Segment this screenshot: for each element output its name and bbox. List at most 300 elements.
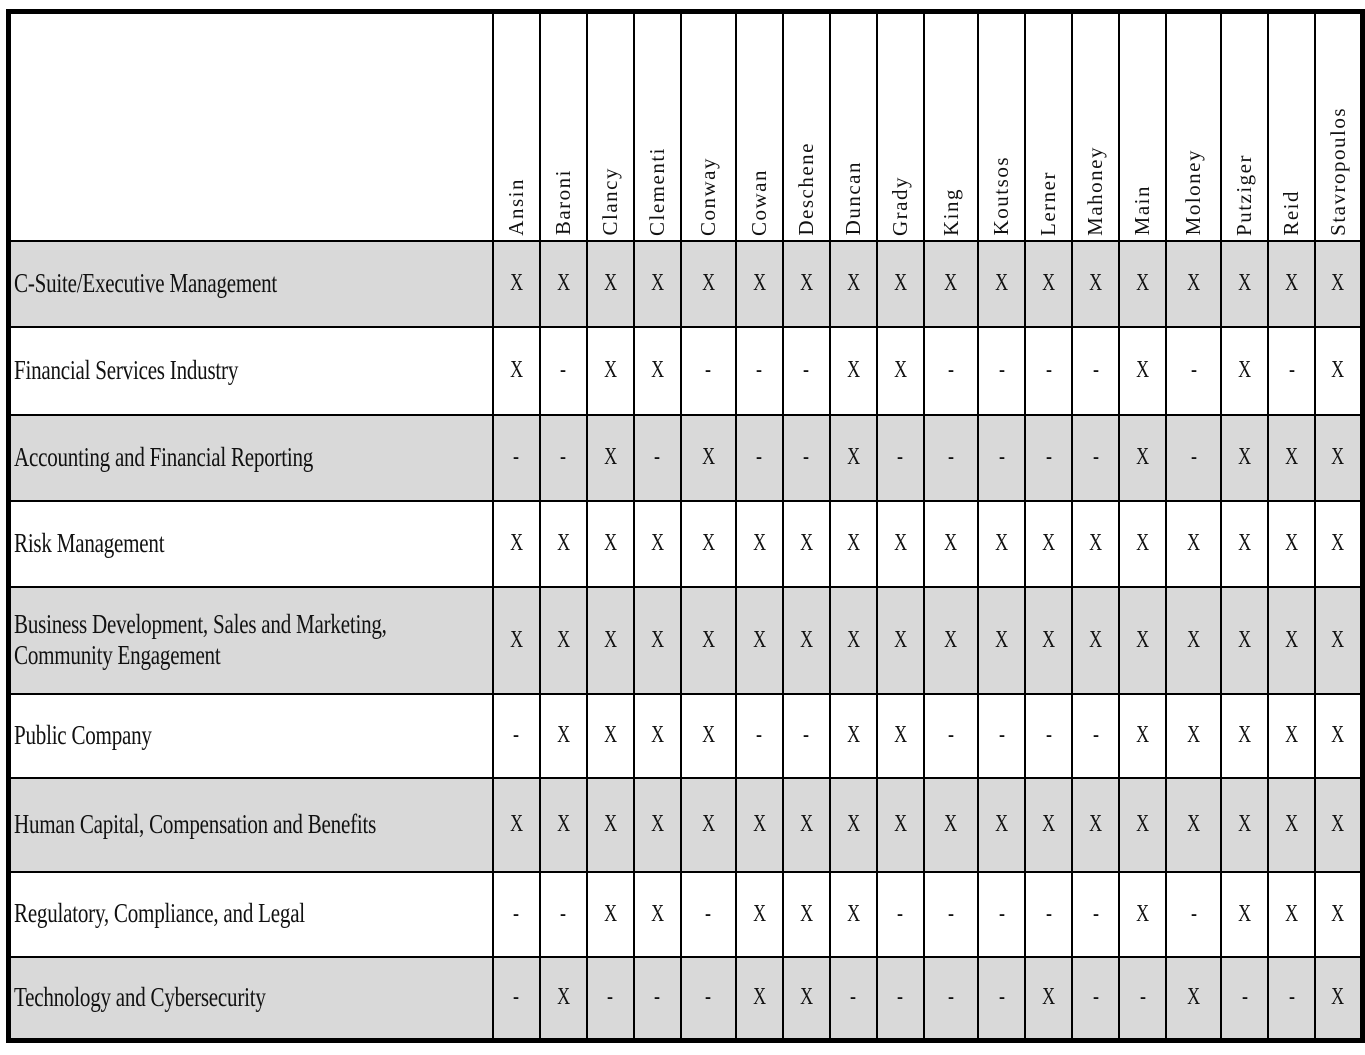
mark-cell	[1268, 872, 1315, 957]
mark-cell	[877, 778, 924, 872]
mark-cell	[1072, 415, 1119, 501]
skill-label: Human Capital, Compensation and Benefits	[14, 808, 377, 839]
table-row	[9, 587, 1363, 694]
skill-present-mark: X	[1238, 626, 1252, 653]
skill-present-mark: X	[1089, 270, 1103, 296]
mark-cell	[540, 241, 587, 327]
mark-cell	[783, 415, 830, 501]
table-row	[9, 241, 1363, 327]
mark-cell	[1315, 501, 1362, 587]
mark-cell	[1025, 415, 1072, 501]
mark-cell	[681, 778, 736, 872]
skill-absent-mark: -	[756, 444, 763, 470]
skill-present-mark: X	[1285, 444, 1299, 470]
skill-absent-mark: -	[756, 722, 763, 748]
skill-absent-mark: -	[803, 722, 810, 748]
director-header-conway	[681, 12, 736, 241]
mark-cell	[1072, 587, 1119, 694]
mark-cell	[1072, 957, 1119, 1041]
skill-present-mark: X	[1331, 357, 1345, 383]
mark-cell	[924, 415, 978, 501]
skill-present-mark: X	[799, 811, 813, 837]
mark-cell	[1268, 957, 1315, 1041]
mark-cell	[587, 694, 634, 778]
mark-cell	[1221, 872, 1268, 957]
skill-label: Risk Management	[14, 527, 165, 558]
director-name: Main	[1130, 185, 1155, 236]
skill-present-mark: X	[944, 811, 958, 837]
skill-absent-mark: -	[1045, 357, 1052, 383]
mark-cell	[634, 957, 681, 1041]
mark-cell	[783, 778, 830, 872]
skill-present-mark: X	[799, 900, 813, 927]
skill-absent-mark: -	[513, 444, 520, 470]
mark-cell	[634, 587, 681, 694]
skill-absent-mark: -	[1139, 984, 1146, 1011]
director-header-duncan	[830, 12, 877, 241]
skill-present-mark: X	[1042, 626, 1056, 653]
mark-cell	[1119, 778, 1166, 872]
mark-cell	[1221, 327, 1268, 415]
skill-present-mark: X	[556, 626, 570, 653]
mark-cell	[540, 778, 587, 872]
skill-present-mark: X	[846, 811, 860, 837]
skill-label-cell	[9, 957, 493, 1041]
skill-present-mark: X	[995, 626, 1009, 653]
mark-cell	[877, 957, 924, 1041]
mark-cell	[978, 415, 1025, 501]
skill-present-mark: X	[1331, 722, 1345, 748]
skill-present-mark: X	[1042, 984, 1056, 1011]
skill-present-mark: X	[995, 811, 1009, 837]
mark-cell	[634, 778, 681, 872]
skill-absent-mark: -	[850, 984, 857, 1011]
skill-absent-mark: -	[1092, 357, 1099, 383]
skill-present-mark: X	[1331, 530, 1345, 556]
mark-cell	[830, 778, 877, 872]
mark-cell	[736, 241, 783, 327]
skill-present-mark: X	[1285, 530, 1299, 556]
mark-cell	[1119, 872, 1166, 957]
skill-present-mark: X	[650, 811, 664, 837]
skill-present-mark: X	[603, 357, 617, 383]
mark-cell	[681, 957, 736, 1041]
mark-cell	[634, 694, 681, 778]
skill-present-mark: X	[701, 722, 715, 748]
director-header-main	[1119, 12, 1166, 241]
skill-present-mark: X	[944, 626, 958, 653]
skill-present-mark: X	[893, 722, 907, 748]
skill-present-mark: X	[701, 530, 715, 556]
mark-cell	[587, 957, 634, 1041]
skill-absent-mark: -	[1190, 444, 1197, 470]
mark-cell	[540, 694, 587, 778]
skill-present-mark: X	[603, 530, 617, 556]
skill-absent-mark: -	[654, 444, 661, 470]
director-header-grady	[877, 12, 924, 241]
skill-absent-mark: -	[1045, 900, 1052, 927]
mark-cell	[1119, 501, 1166, 587]
skill-present-mark: X	[893, 811, 907, 837]
skill-absent-mark: -	[560, 900, 567, 927]
director-header-clementi	[634, 12, 681, 241]
mark-cell	[1025, 957, 1072, 1041]
mark-cell	[978, 872, 1025, 957]
mark-cell	[830, 415, 877, 501]
mark-cell	[877, 501, 924, 587]
director-name: Lerner	[1036, 170, 1061, 236]
skill-absent-mark: -	[1092, 984, 1099, 1011]
mark-cell	[736, 778, 783, 872]
skill-present-mark: X	[1238, 357, 1252, 383]
skill-label: Financial Services Industry	[14, 354, 239, 385]
skill-present-mark: X	[1089, 626, 1103, 653]
mark-cell	[1268, 501, 1315, 587]
director-name: Moloney	[1181, 149, 1206, 236]
skill-present-mark: X	[603, 626, 617, 653]
mark-cell	[783, 957, 830, 1041]
mark-cell	[1025, 694, 1072, 778]
skill-present-mark: X	[1187, 530, 1201, 556]
skill-present-mark: X	[1187, 722, 1201, 748]
table-row	[9, 501, 1363, 587]
mark-cell	[681, 694, 736, 778]
mark-cell	[1221, 241, 1268, 327]
skill-absent-mark: -	[1092, 900, 1099, 927]
table-row	[9, 778, 1363, 872]
skill-present-mark: X	[893, 357, 907, 383]
skill-present-mark: X	[1238, 722, 1252, 748]
skill-present-mark: X	[995, 530, 1009, 556]
director-header-baroni	[540, 12, 587, 241]
skill-absent-mark: -	[948, 722, 954, 748]
skill-label-cell	[9, 872, 493, 957]
mark-cell	[1119, 587, 1166, 694]
mark-cell	[1268, 241, 1315, 327]
mark-cell	[1166, 327, 1221, 415]
skill-present-mark: X	[1187, 811, 1201, 837]
mark-cell	[1268, 694, 1315, 778]
mark-cell	[1119, 241, 1166, 327]
director-name: Clementi	[644, 146, 669, 236]
director-header-ansin	[493, 12, 540, 241]
skill-present-mark: X	[1042, 270, 1056, 296]
skill-present-mark: X	[752, 811, 766, 837]
mark-cell	[493, 778, 540, 872]
mark-cell	[1166, 415, 1221, 501]
mark-cell	[1025, 778, 1072, 872]
skill-present-mark: X	[1042, 811, 1056, 837]
skill-present-mark: X	[650, 530, 664, 556]
skill-present-mark: X	[701, 444, 715, 470]
skill-absent-mark: -	[1045, 722, 1052, 748]
mark-cell	[634, 327, 681, 415]
mark-cell	[681, 241, 736, 327]
mark-cell	[978, 694, 1025, 778]
skill-absent-mark: -	[1190, 900, 1197, 927]
skill-present-mark: X	[752, 626, 766, 653]
director-header-deschene	[783, 12, 830, 241]
skill-absent-mark: -	[513, 722, 520, 748]
header-corner-cell	[9, 12, 493, 241]
skill-present-mark: X	[1285, 626, 1299, 653]
skill-present-mark: X	[1238, 530, 1252, 556]
director-header-reid	[1268, 12, 1315, 241]
director-name: Baroni	[550, 169, 575, 236]
skill-present-mark: X	[1089, 811, 1103, 837]
director-name: Conway	[695, 156, 720, 236]
mark-cell	[877, 872, 924, 957]
skill-present-mark: X	[995, 270, 1009, 296]
mark-cell	[634, 241, 681, 327]
skill-present-mark: X	[1331, 811, 1345, 837]
mark-cell	[1221, 415, 1268, 501]
mark-cell	[1025, 872, 1072, 957]
mark-cell	[830, 587, 877, 694]
mark-cell	[1119, 957, 1166, 1041]
director-name: Deschene	[793, 141, 818, 236]
skill-absent-mark: -	[948, 984, 954, 1011]
mark-cell	[1166, 587, 1221, 694]
mark-cell	[587, 872, 634, 957]
mark-cell	[1072, 501, 1119, 587]
skill-present-mark: X	[1136, 626, 1150, 653]
mark-cell	[1166, 957, 1221, 1041]
mark-cell	[736, 694, 783, 778]
mark-cell	[493, 587, 540, 694]
skill-absent-mark: -	[1190, 357, 1197, 383]
skill-present-mark: X	[944, 530, 958, 556]
mark-cell	[1221, 501, 1268, 587]
mark-cell	[783, 694, 830, 778]
mark-cell	[493, 501, 540, 587]
mark-cell	[877, 694, 924, 778]
mark-cell	[681, 415, 736, 501]
skill-label-cell	[9, 415, 493, 501]
skill-absent-mark: -	[513, 900, 520, 927]
skill-present-mark: X	[650, 722, 664, 748]
skill-present-mark: X	[603, 811, 617, 837]
mark-cell	[830, 241, 877, 327]
mark-cell	[978, 327, 1025, 415]
skill-present-mark: X	[1136, 357, 1150, 383]
skill-label: Technology and Cybersecurity	[14, 982, 266, 1013]
skill-absent-mark: -	[654, 984, 661, 1011]
mark-cell	[830, 872, 877, 957]
skill-absent-mark: -	[948, 444, 954, 470]
skill-present-mark: X	[893, 270, 907, 296]
skill-present-mark: X	[752, 530, 766, 556]
mark-cell	[783, 872, 830, 957]
skill-label-cell	[9, 694, 493, 778]
mark-cell	[1072, 241, 1119, 327]
mark-cell	[1315, 415, 1362, 501]
matrix-body	[9, 241, 1363, 1041]
mark-cell	[877, 587, 924, 694]
skill-present-mark: X	[556, 984, 570, 1011]
skill-absent-mark: -	[948, 900, 954, 927]
table-row	[9, 694, 1363, 778]
skill-label: Community Engagement	[14, 640, 221, 670]
skill-absent-mark: -	[607, 984, 614, 1011]
skill-present-mark: X	[1285, 900, 1299, 927]
skill-present-mark: X	[846, 722, 860, 748]
mark-cell	[1166, 872, 1221, 957]
mark-cell	[978, 778, 1025, 872]
director-name: Grady	[887, 175, 912, 236]
skill-present-mark: X	[1187, 984, 1201, 1011]
skill-present-mark: X	[650, 626, 664, 653]
mark-cell	[1025, 241, 1072, 327]
director-name: Duncan	[840, 161, 865, 236]
skill-present-mark: X	[799, 530, 813, 556]
skill-present-mark: X	[1331, 444, 1345, 470]
mark-cell	[978, 501, 1025, 587]
mark-cell	[924, 872, 978, 957]
skill-present-mark: X	[650, 357, 664, 383]
mark-cell	[1166, 778, 1221, 872]
director-name: Koutsos	[989, 156, 1014, 236]
skill-present-mark: X	[752, 984, 766, 1011]
mark-cell	[540, 587, 587, 694]
skill-present-mark: X	[799, 984, 813, 1011]
skill-present-mark: X	[556, 811, 570, 837]
skill-label: C-Suite/Executive Management	[14, 267, 278, 298]
skill-present-mark: X	[944, 270, 958, 296]
director-header-koutsos	[978, 12, 1025, 241]
skill-present-mark: X	[799, 626, 813, 653]
skill-absent-mark: -	[897, 984, 904, 1011]
skill-present-mark: X	[650, 900, 664, 927]
skill-absent-mark: -	[897, 444, 904, 470]
mark-cell	[924, 694, 978, 778]
skill-absent-mark: -	[705, 984, 712, 1011]
mark-cell	[1119, 694, 1166, 778]
mark-cell	[736, 501, 783, 587]
mark-cell	[587, 587, 634, 694]
mark-cell	[1025, 501, 1072, 587]
mark-cell	[1268, 587, 1315, 694]
skill-label-cell	[9, 778, 493, 872]
skill-present-mark: X	[1187, 270, 1201, 296]
director-header-mahoney	[1072, 12, 1119, 241]
skill-label-cell	[9, 501, 493, 587]
mark-cell	[1315, 694, 1362, 778]
mark-cell	[493, 957, 540, 1041]
skill-absent-mark: -	[1288, 357, 1295, 383]
mark-cell	[493, 327, 540, 415]
mark-cell	[1268, 778, 1315, 872]
skill-absent-mark: -	[998, 444, 1005, 470]
skill-absent-mark: -	[1092, 444, 1099, 470]
skill-absent-mark: -	[803, 357, 810, 383]
mark-cell	[1072, 694, 1119, 778]
mark-cell	[587, 241, 634, 327]
mark-cell	[1221, 957, 1268, 1041]
skill-present-mark: X	[603, 900, 617, 927]
skill-present-mark: X	[1331, 270, 1345, 296]
mark-cell	[736, 587, 783, 694]
mark-cell	[587, 415, 634, 501]
mark-cell	[1119, 327, 1166, 415]
mark-cell	[681, 327, 736, 415]
mark-cell	[783, 241, 830, 327]
skill-label: Business Development, Sales and Marketing,	[14, 608, 387, 639]
mark-cell	[1221, 694, 1268, 778]
skill-present-mark: X	[1285, 722, 1299, 748]
skill-label: Regulatory, Compliance, and Legal	[14, 898, 305, 929]
mark-cell	[736, 327, 783, 415]
mark-cell	[1315, 872, 1362, 957]
mark-cell	[924, 957, 978, 1041]
table-row	[9, 957, 1363, 1041]
mark-cell	[634, 501, 681, 587]
skill-present-mark: X	[701, 811, 715, 837]
mark-cell	[634, 872, 681, 957]
mark-cell	[924, 778, 978, 872]
skill-absent-mark: -	[1092, 722, 1099, 748]
mark-cell	[830, 327, 877, 415]
director-header-cowan	[736, 12, 783, 241]
mark-cell	[540, 872, 587, 957]
director-name: Cowan	[746, 168, 771, 236]
mark-cell	[830, 694, 877, 778]
skill-present-mark: X	[1042, 530, 1056, 556]
skill-absent-mark: -	[1288, 984, 1295, 1011]
table-row	[9, 872, 1363, 957]
director-name: Mahoney	[1083, 145, 1108, 236]
skill-present-mark: X	[556, 270, 570, 296]
mark-cell	[1221, 587, 1268, 694]
skill-present-mark: X	[701, 270, 715, 296]
skill-present-mark: X	[1238, 900, 1252, 927]
mark-cell	[736, 872, 783, 957]
skill-label-cell	[9, 587, 493, 694]
mark-cell	[1315, 957, 1362, 1041]
mark-cell	[1166, 241, 1221, 327]
skill-present-mark: X	[1331, 984, 1345, 1011]
skill-absent-mark: -	[705, 900, 712, 927]
director-name: Putziger	[1232, 153, 1257, 236]
mark-cell	[783, 587, 830, 694]
skill-present-mark: X	[556, 722, 570, 748]
mark-cell	[1166, 694, 1221, 778]
mark-cell	[587, 778, 634, 872]
mark-cell	[1025, 327, 1072, 415]
mark-cell	[783, 327, 830, 415]
mark-cell	[1315, 587, 1362, 694]
mark-cell	[877, 415, 924, 501]
mark-cell	[1315, 241, 1362, 327]
director-name: King	[938, 187, 963, 236]
mark-cell	[540, 501, 587, 587]
mark-cell	[1119, 415, 1166, 501]
skill-present-mark: X	[509, 270, 523, 296]
skill-present-mark: X	[799, 270, 813, 296]
skill-label-cell	[9, 241, 493, 327]
mark-cell	[830, 501, 877, 587]
mark-cell	[540, 957, 587, 1041]
skill-present-mark: X	[701, 626, 715, 653]
skill-absent-mark: -	[998, 984, 1005, 1011]
skill-present-mark: X	[509, 626, 523, 653]
mark-cell	[924, 587, 978, 694]
skill-present-mark: X	[1238, 811, 1252, 837]
skill-present-mark: X	[1136, 270, 1150, 296]
mark-cell	[877, 327, 924, 415]
director-name: Stavropoulos	[1325, 106, 1350, 236]
skill-present-mark: X	[846, 530, 860, 556]
